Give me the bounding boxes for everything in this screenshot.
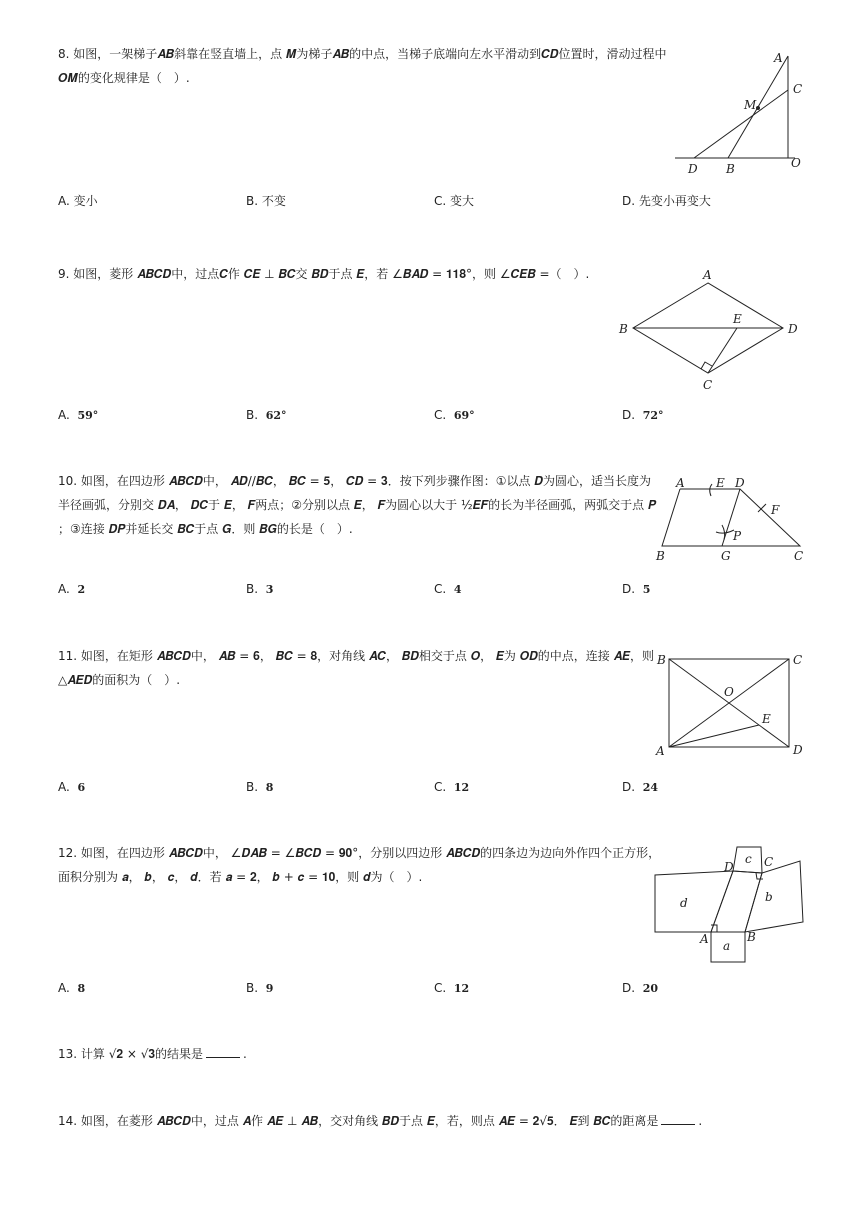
label-C: C (764, 855, 774, 869)
label-O: O (791, 156, 801, 170)
question-10-figure (650, 472, 810, 567)
label-G: G (721, 549, 731, 563)
question-12-figure (648, 843, 813, 968)
question-9-option-a-value: 59° (77, 409, 99, 422)
question-13 (58, 1042, 247, 1066)
label-E: E (733, 312, 742, 326)
question-9-option-b[interactable]: B. 62° (246, 408, 287, 422)
label-b: b (765, 890, 773, 904)
question-11-option-b[interactable]: B. 8 (246, 780, 274, 794)
question-10-line-3: ；③连接 𝑫𝑷并延长交 𝑩𝑪于点 𝑮．则 𝑩𝑮的长是（ ）. (58, 522, 353, 536)
label-D: D (788, 322, 798, 336)
question-12-option-c-value: 12 (453, 982, 470, 995)
question-11 (58, 644, 654, 692)
answer-blank-13[interactable] (206, 1045, 240, 1058)
question-12-option-d-value: 20 (642, 982, 659, 995)
label-C: C (793, 653, 803, 667)
question-13-end: . (243, 1047, 247, 1061)
label-B: B (747, 930, 756, 944)
question-11-option-d-value: 24 (642, 781, 659, 794)
label-E: E (716, 476, 725, 490)
label-D: D (793, 743, 803, 757)
question-9-line-1: 9. 如图，菱形 𝑨𝑩𝑪𝑫中，过点𝑪作 𝑪𝑬 ⊥ 𝑩𝑪交 𝑩𝑫于点 𝑬，若 ∠𝑩𝑨𝑫 = 𝟏𝟏𝟖°，则 ∠𝑪𝑬𝑩 =（ ）. (58, 267, 590, 281)
question-8-option-b[interactable]: B. 不变 (246, 194, 286, 208)
question-12-line-1: 12. 如图，在四边形 𝑨𝑩𝑪𝑫中， ∠𝑫𝑨𝑩 = ∠𝑩𝑪𝑫 = 𝟗𝟎°，分别以四边形 𝑨𝑩𝑪𝑫的四条边为边向外作四个正方形， (58, 846, 661, 860)
question-13-text: 13. 计算 √𝟐 × √𝟑的结果是 (58, 1047, 204, 1061)
question-11-option-b-value: 8 (265, 781, 274, 794)
label-B: B (619, 322, 628, 336)
question-11-option-d[interactable]: D. 24 (622, 780, 659, 794)
label-B: B (726, 162, 735, 176)
label-O: O (724, 685, 734, 699)
question-8 (58, 42, 667, 90)
question-14-end: . (698, 1114, 703, 1128)
question-12-option-a-value: 8 (77, 982, 86, 995)
label-M: M (744, 98, 757, 112)
question-12-option-c[interactable]: C. 12 (434, 981, 470, 995)
question-11-line-2: △𝑨𝑬𝑫的面积为（ ）. (58, 673, 181, 687)
question-9 (58, 262, 589, 286)
question-10-line-1: 10. 如图，在四边形 𝑨𝑩𝑪𝑫中， 𝑨𝑫//𝑩𝑪， 𝑩𝑪 = 𝟓， 𝑪𝑫 = 𝟑．按下列步骤作图：①以点 𝑫为圆心，适当长度为 (58, 474, 651, 488)
question-14 (58, 1109, 702, 1133)
question-9-option-d[interactable]: D. 72° (622, 408, 664, 422)
question-9-option-b-value: 62° (265, 409, 287, 422)
question-10-option-d-value: 5 (642, 583, 651, 596)
question-9-option-c[interactable]: C. 69° (434, 408, 475, 422)
label-P: P (733, 529, 742, 543)
question-11-option-a[interactable]: A. 6 (58, 780, 86, 794)
question-11-option-a-value: 6 (77, 781, 86, 794)
question-11-option-c-value: 12 (453, 781, 470, 794)
label-E: E (762, 712, 771, 726)
question-9-option-d-value: 72° (642, 409, 664, 422)
question-10-option-c-value: 4 (453, 583, 462, 596)
label-d: d (680, 896, 688, 910)
question-12-option-b-value: 9 (265, 982, 274, 995)
question-12 (58, 841, 660, 889)
label-C: C (793, 82, 803, 96)
question-8-option-a[interactable]: A. 变小 (58, 194, 98, 208)
label-a: a (723, 939, 731, 953)
question-8-line-2: 𝑶𝑴的变化规律是（ ）. (58, 71, 190, 85)
question-12-option-b[interactable]: B. 9 (246, 981, 274, 995)
label-A: A (774, 51, 783, 65)
question-10 (58, 469, 656, 541)
label-A: A (676, 476, 685, 490)
question-10-option-a[interactable]: A. 2 (58, 582, 86, 596)
question-10-option-c[interactable]: C. 4 (434, 582, 462, 596)
label-B: B (657, 653, 666, 667)
question-10-option-d[interactable]: D. 5 (622, 582, 651, 596)
label-c: c (745, 852, 752, 866)
question-10-option-a-value: 2 (77, 583, 86, 596)
question-9-option-a[interactable]: A. 59° (58, 408, 99, 422)
question-14-text: 14. 如图，在菱形 𝑨𝑩𝑪𝑫中，过点 𝑨作 𝑨𝑬 ⊥ 𝑨𝑩，交对角线 𝑩𝑫于点 𝑬，若，则点 𝑨𝑬 = 𝟐√𝟓． 𝑬到 𝑩𝑪的距离是 (58, 1114, 659, 1128)
question-11-figure (650, 648, 810, 763)
question-10-option-b-value: 3 (265, 583, 274, 596)
label-A: A (700, 932, 709, 946)
question-11-line-1: 11. 如图，在矩形 𝑨𝑩𝑪𝑫中， 𝑨𝑩 = 𝟔， 𝑩𝑪 = 𝟖，对角线 𝑨𝑪， 𝑩𝑫相交于点 𝑶， 𝑬为 𝑶𝑫的中点，连接 𝑨𝑬，则 (58, 649, 654, 663)
question-10-option-b[interactable]: B. 3 (246, 582, 274, 596)
question-11-option-c[interactable]: C. 12 (434, 780, 470, 794)
label-C: C (703, 378, 713, 392)
label-A: A (656, 744, 665, 758)
question-8-line-1: 8. 如图，一架梯子𝑨𝑩斜靠在竖直墙上，点 𝑴为梯子𝑨𝑩的中点，当梯子底端向左水平滑动到𝑪𝑫位置时，滑动过程中 (58, 47, 667, 61)
answer-blank-14[interactable] (661, 1112, 695, 1125)
label-C: C (794, 549, 804, 563)
label-B: B (656, 549, 665, 563)
question-8-option-d[interactable]: D. 先变小再变大 (622, 194, 711, 208)
label-D: D (724, 860, 734, 874)
question-10-line-2: 半径画弧，分别交 𝑫𝑨， 𝑫𝑪于 𝑬， 𝑭两点；②分别以点 𝑬， 𝑭为圆心以大于 ½𝑬𝑭的长为半径画弧，两弧交于点 𝑷 (58, 498, 657, 512)
question-8-figure (670, 48, 810, 178)
question-12-line-2: 面积分别为 𝒂， 𝒃， 𝒄， 𝒅．若 𝒂 = 𝟐， 𝒃 + 𝒄 = 𝟏𝟎，则 𝒅为（ ）. (58, 870, 423, 884)
label-F: F (771, 503, 780, 517)
label-D: D (735, 476, 745, 490)
question-9-figure (615, 265, 815, 395)
label-A: A (703, 268, 712, 282)
question-12-option-d[interactable]: D. 20 (622, 981, 659, 995)
label-D: D (688, 162, 698, 176)
question-9-option-c-value: 69° (453, 409, 475, 422)
question-8-option-c[interactable]: C. 变大 (434, 194, 475, 208)
question-12-option-a[interactable]: A. 8 (58, 981, 86, 995)
